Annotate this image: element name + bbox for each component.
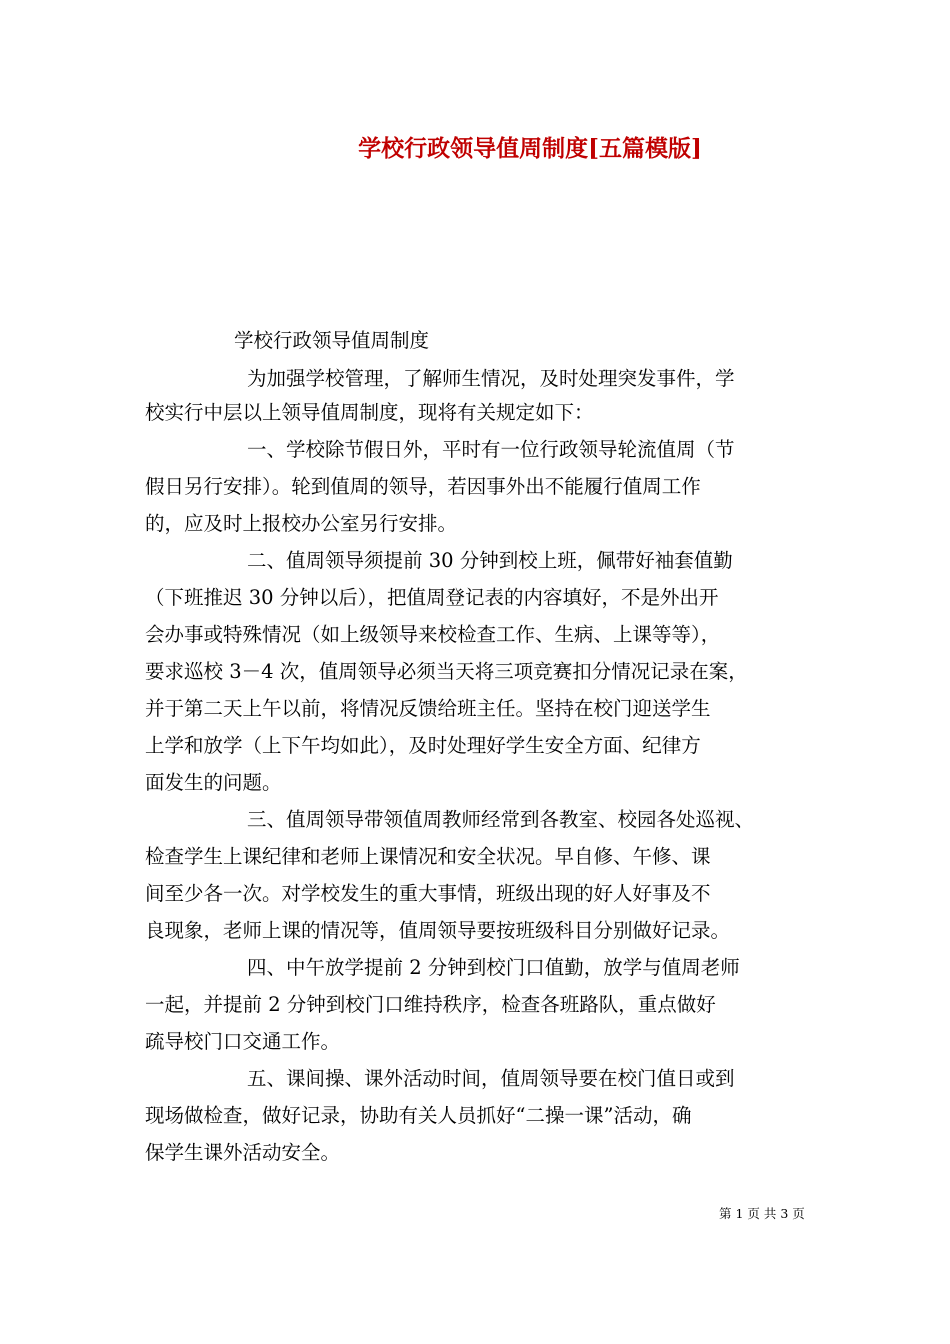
body-line: 一起，并提前 2 分钟到校门口维持秩序，检查各班路队，重点做好 (145, 993, 716, 1016)
body-line: （下班推迟 30 分钟以后），把值周登记表的内容填好，不是外出开 (145, 586, 719, 609)
body-line: 四、中午放学提前 2 分钟到校门口值勤，放学与值周老师 (247, 956, 740, 979)
body-line: 面发生的问题。 (145, 771, 282, 794)
body-line: 并于第二天上午以前，将情况反馈给班主任。坚持在校门迎送学生 (145, 697, 711, 720)
body-line: 为加强学校管理，了解师生情况，及时处理突发事件，学 (247, 367, 735, 390)
body-line: 会办事或特殊情况（如上级领导来校检查工作、生病、上课等等）， (145, 623, 721, 646)
body-line: 假日另行安排）。轮到值周的领导，若因事外出不能履行值周工作 (145, 475, 701, 498)
body-line: 五、课间操、课外活动时间，值周领导要在校门值日或到 (247, 1067, 735, 1090)
body-line: 的，应及时上报校办公室另行安排。 (145, 512, 458, 535)
page-number: 第 1 页 共 3 页 (719, 1206, 805, 1221)
body-line: 良现象，老师上课的情况等，值周领导要按班级科目分别做好记录。 (145, 919, 731, 942)
body-line: 要求巡校 3－4 次，值周领导必须当天将三项竞赛扣分情况记录在案， (145, 660, 748, 683)
body-line: 校实行中层以上领导值周制度，现将有关规定如下： (145, 401, 594, 424)
body-line: 上学和放学（上下午均如此），及时处理好学生安全方面、纪律方 (145, 734, 701, 757)
body-line: 疏导校门口交通工作。 (145, 1030, 341, 1053)
section-heading: 学校行政领导值周制度 (234, 329, 430, 352)
body-line: 保学生课外活动安全。 (145, 1141, 341, 1164)
document-title: 学校行政领导值周制度[五篇模版] (358, 135, 702, 162)
body-line: 二、值周领导须提前 30 分钟到校上班，佩带好袖套值勤 (247, 549, 733, 572)
body-line: 三、值周领导带领值周教师经常到各教室、校园各处巡视、 (247, 808, 755, 831)
body-line: 一、学校除节假日外，平时有一位行政领导轮流值周（节 (247, 438, 735, 461)
body-line: 间至少各一次。对学校发生的重大事情，班级出现的好人好事及不 (145, 882, 711, 905)
body-line: 现场做检查，做好记录，协助有关人员抓好“二操一课”活动，确 (145, 1104, 692, 1127)
body-line: 检查学生上课纪律和老师上课情况和安全状况。早自修、午修、课 (145, 845, 711, 868)
